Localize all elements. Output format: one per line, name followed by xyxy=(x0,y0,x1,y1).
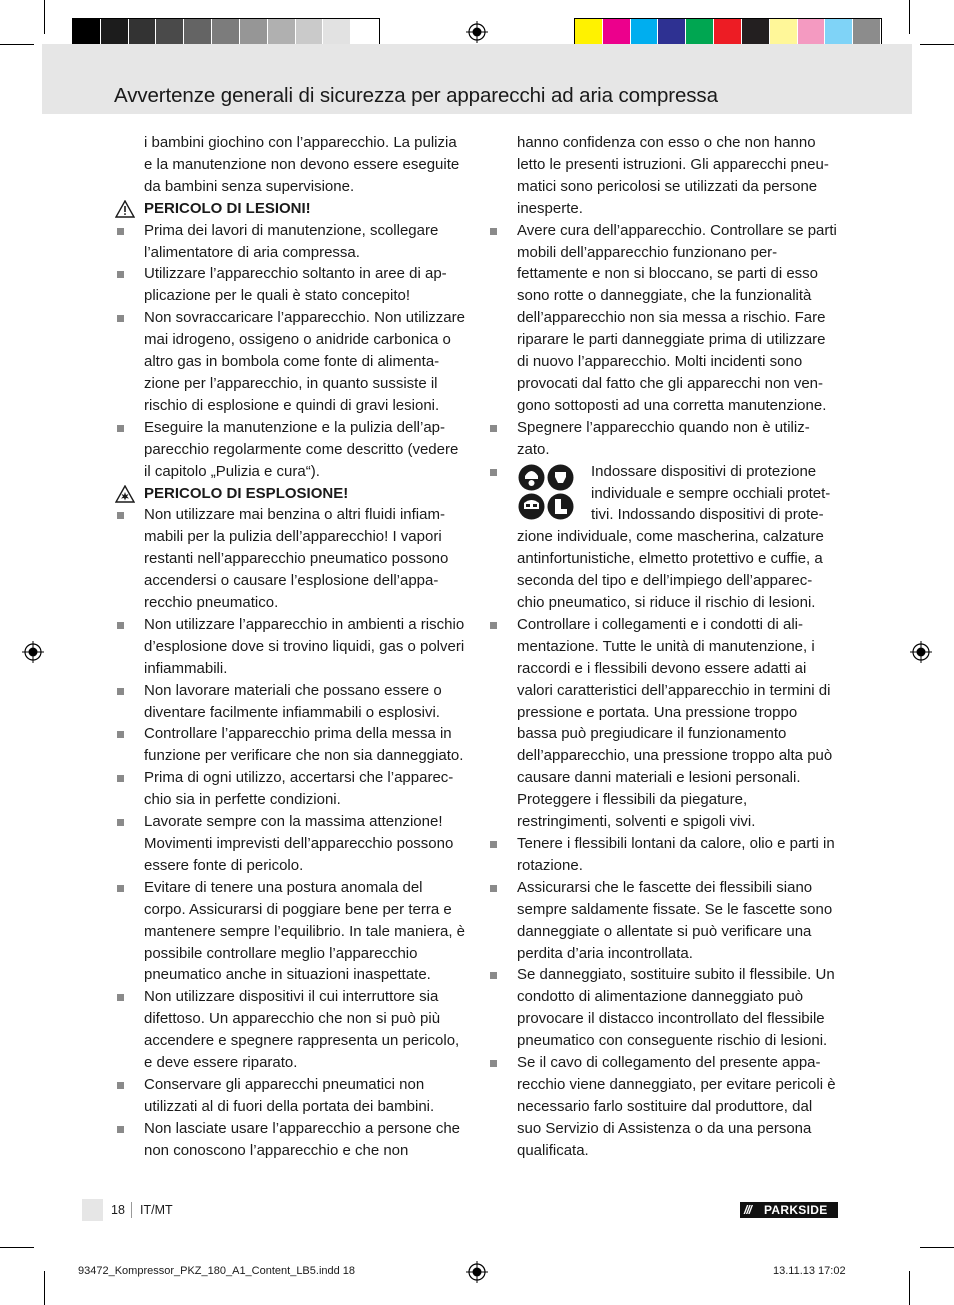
color-swatch xyxy=(268,19,296,45)
list-item xyxy=(517,220,839,417)
list-item xyxy=(144,811,466,877)
color-swatch xyxy=(240,19,268,45)
list-item xyxy=(517,614,839,833)
list-item xyxy=(144,417,466,483)
locale-label: IT/MT xyxy=(140,1203,173,1217)
crop-mark xyxy=(44,1271,45,1305)
list-item-text: Se il cavo di collegamento del presente appa-recchio viene danneggiato, per evitare pericoli è necessario farlo sostituire dal produttore, dal suo Servizio di Assistenza o da una persona qualificata. xyxy=(517,1054,836,1159)
color-swatch xyxy=(73,19,101,45)
list-item-text: Se danneggiato, sostituire subito il flessibile. Un condotto di alimentazione danneggiato può provocare il distacco incontrollato del flessibile pneumatico con conseguente rischio di lesioni. xyxy=(517,966,835,1050)
color-swatch xyxy=(658,19,686,45)
crop-mark xyxy=(909,0,910,34)
list-item xyxy=(144,877,466,987)
warning-triangle-icon xyxy=(115,200,135,225)
list-item-text: Prima di ogni utilizzo, accertarsi che l’apparec-chio sia in perfette condizioni. xyxy=(144,769,454,809)
section-header xyxy=(42,44,912,114)
bullet-icon xyxy=(117,425,124,432)
color-swatch xyxy=(575,19,603,45)
color-swatch xyxy=(129,19,157,45)
bullet-icon xyxy=(490,622,497,629)
paragraph-text: i bambini giochino con l’apparecchio. La pulizia e la manutenzione non devono essere eseguite da bambini senza supervisione. xyxy=(144,134,460,195)
ppe-icons xyxy=(517,463,575,521)
list-item-text: Assicurarsi che le fascette dei flessibili siano sempre saldamente fissate. Se le fascette sono danneggiate o allentate si può verificare una perdita d’aria incontrollata. xyxy=(517,878,833,962)
color-swatch xyxy=(156,19,184,45)
bullet-icon xyxy=(490,425,497,432)
list-item-text: Conservare gli apparecchi pneumatici non utilizzati al di fuori della portata dei bambini. xyxy=(144,1075,435,1115)
bullet-icon xyxy=(490,885,497,892)
list-item-text: Lavorate sempre con la massima attenzione! Movimenti imprevisti dell’apparecchio possono essere fonte di pericolo. xyxy=(144,813,454,874)
bullet-icon xyxy=(117,885,124,892)
color-swatch xyxy=(770,19,798,45)
bullet-icon xyxy=(117,1126,124,1133)
list-item xyxy=(517,877,839,965)
color-swatch xyxy=(603,19,631,45)
list-item-text: Indossare dispositivi di protezione individuale e sempre occhiali protet-tivi. Indossando dispositivi di prote-zione individuale, come mascherina, calzature antinfortunistiche, elmetto protettivo e cuffie, a seconda del tipo e dell’impiego dell’apparec-chio pneumatico, si riduce il rischio di lesioni. xyxy=(517,462,831,612)
footer-divider xyxy=(131,1202,132,1218)
color-swatch xyxy=(798,19,826,45)
bullet-icon xyxy=(117,315,124,322)
list-item-text: Controllare i collegamenti e i condotti di ali-mentazione. Tutte le unità di manutenzione, i raccordi e i flessibili devono essere adatti ai valori caratteristici dell’apparecchio in termini di pressione e portata. Una pressione troppo bassa può pregiudicare il funzionamento dell’apparecchio, una pressione troppo alta può causare danni materiali e lesioni personali. Proteggere i flessibili da piegature, restringimenti, solventi e spigoli vivi. xyxy=(517,615,833,831)
list-item xyxy=(144,504,466,614)
bullet-icon xyxy=(117,622,124,629)
list-item xyxy=(517,461,839,614)
bullet-icon xyxy=(490,1060,497,1067)
list-item xyxy=(144,263,466,307)
list-item-text: Non utilizzare l’apparecchio in ambienti a rischio d’esplosione dove si trovino liquidi, gas o polveri infiammabili. xyxy=(144,615,465,677)
brand-name: PARKSIDE xyxy=(764,1203,828,1217)
list-item xyxy=(144,614,466,680)
list-item xyxy=(517,833,839,877)
brand-logo: /// PARKSIDE xyxy=(740,1202,838,1218)
registration-mark-icon xyxy=(910,641,932,663)
crop-mark xyxy=(0,44,34,45)
list-item-text: Non sovraccaricare l’apparecchio. Non utilizzare mai idrogeno, ossigeno o anidride carbonica o altro gas in bombola come fonte di alimenta-zione per l’apparecchio, in quanto sussiste il rischio di esplosione e quindi di gravi lesioni. xyxy=(144,309,465,414)
slug-datetime: 13.11.13 17:02 xyxy=(773,1265,846,1277)
color-swatch xyxy=(323,19,351,45)
crop-mark xyxy=(44,0,45,34)
color-swatch xyxy=(686,19,714,45)
registration-mark-icon xyxy=(466,1261,488,1283)
registration-mark-icon xyxy=(466,21,488,43)
list-item xyxy=(144,680,466,724)
bullet-icon xyxy=(117,688,124,695)
list-item-text: Non utilizzare dispositivi il cui interruttore sia difettoso. Un apparecchio che non si può più accendere e spegnere rappresenta un pericolo, e deve essere riparato. xyxy=(144,988,460,1072)
list-item-text: Utilizzare l’apparecchio soltanto in aree di ap-plicazione per le quali è stato concepito! xyxy=(144,265,447,305)
heading-text: PERICOLO DI LESIONI! xyxy=(144,199,311,217)
bullet-icon xyxy=(117,819,124,826)
color-swatch xyxy=(853,19,881,45)
color-swatch xyxy=(825,19,853,45)
paragraph xyxy=(517,132,839,220)
bullet-icon xyxy=(117,731,124,738)
crop-mark xyxy=(920,1247,954,1248)
explosion-warning-icon xyxy=(115,485,135,510)
left-column xyxy=(144,132,466,1162)
warning-heading xyxy=(144,483,466,505)
color-swatch xyxy=(631,19,659,45)
page-number: 18 xyxy=(111,1203,125,1217)
bullet-icon xyxy=(490,469,497,476)
page-number-box xyxy=(82,1199,103,1221)
bullet-icon xyxy=(117,994,124,1001)
warning-heading xyxy=(144,198,466,220)
color-swatch xyxy=(742,19,770,45)
list-item xyxy=(517,417,839,461)
list-item xyxy=(517,964,839,1052)
list-item-text: Controllare l’apparecchio prima della messa in funzione per verificare che non sia danneggiato. xyxy=(144,725,464,765)
crop-mark xyxy=(909,1271,910,1305)
list-item xyxy=(144,1074,466,1118)
heading-text: PERICOLO DI ESPLOSIONE! xyxy=(144,484,349,502)
color-swatch xyxy=(101,19,129,45)
list-item-text: Avere cura dell’apparecchio. Controllare se parti mobili dell’apparecchio funzionano per-fettamente e non si bloccano, se parti di esso sono rotte o danneggiate, che la funzionalità dell’apparecchio non sia messa a rischio. Fare riparare le parti danneggiate prima di utilizzare di nuovo l’apparecchio. Molti incidenti sono provocati dal fatto che gli apparecchi non ven-gono sottoposti ad una corretta manutenzione. xyxy=(517,221,837,414)
list-item xyxy=(144,307,466,417)
crop-mark xyxy=(920,44,954,45)
color-swatch xyxy=(351,19,379,45)
color-bar xyxy=(574,18,882,46)
bullet-icon xyxy=(490,841,497,848)
right-column xyxy=(517,132,839,1162)
list-item-text: Eseguire la manutenzione e la pulizia dell’ap-parecchio regolarmente come descritto (vedere il capitolo „Pulizia e cura“). xyxy=(144,418,459,480)
bullet-icon xyxy=(490,972,497,979)
bullet-icon xyxy=(117,271,124,278)
bullet-icon xyxy=(490,228,497,235)
color-swatch xyxy=(296,19,324,45)
list-item xyxy=(517,1052,839,1162)
list-item-text: Evitare di tenere una postura anomala del corpo. Assicurarsi di poggiare bene per terra e mantenere sempre l’equilibrio. In tale maniera, è possibile controllare meglio l’apparecchio pneumatico anche in situazioni inaspettate. xyxy=(144,878,465,984)
list-item xyxy=(144,1118,466,1162)
bullet-icon xyxy=(117,512,124,519)
bullet-icon xyxy=(117,228,124,235)
list-item xyxy=(144,723,466,767)
list-item xyxy=(144,220,466,264)
registration-mark-icon xyxy=(22,641,44,663)
list-item-text: Non lasciate usare l’apparecchio a persone che non conoscono l’apparecchio e che non xyxy=(144,1119,461,1159)
list-item-text: Tenere i flessibili lontani da calore, olio e parti in rotazione. xyxy=(517,835,835,874)
list-item-text: Spegnere l’apparecchio quando non è utiliz-zato. xyxy=(517,418,810,458)
bullet-icon xyxy=(117,1082,124,1089)
color-swatch xyxy=(714,19,742,45)
slug-filename: 93472_Kompressor_PKZ_180_A1_Content_LB5.indd 18 xyxy=(78,1265,356,1277)
grayscale-bar xyxy=(72,18,380,46)
color-swatch xyxy=(212,19,240,45)
paragraph-text: hanno confidenza con esso o che non hanno letto le presenti istruzioni. Gli apparecchi pneu-matici sono pericolosi se utilizzati da persone inesperte. xyxy=(517,134,829,217)
list-item xyxy=(144,986,466,1074)
list-item-text: Non utilizzare mai benzina o altri fluidi infiam-mabili per la pulizia dell’apparecchio! I vapori restanti nell’apparecchio pneumatico possono accendersi o causare l’esplosione dell’appa-recchio pneumatico. xyxy=(144,506,449,612)
crop-mark xyxy=(0,1247,34,1248)
list-item-text: Non lavorare materiali che possano essere o diventare facilmente infiammabili o esplosivi. xyxy=(144,681,442,721)
paragraph xyxy=(144,132,466,198)
bullet-icon xyxy=(117,775,124,782)
page-title: Avvertenze generali di sicurezza per apparecchi ad aria compressa xyxy=(114,84,718,107)
color-swatch xyxy=(184,19,212,45)
list-item xyxy=(144,767,466,811)
list-item-text: Prima dei lavori di manutenzione, scollegare l’alimentatore di aria compressa. xyxy=(144,221,439,261)
